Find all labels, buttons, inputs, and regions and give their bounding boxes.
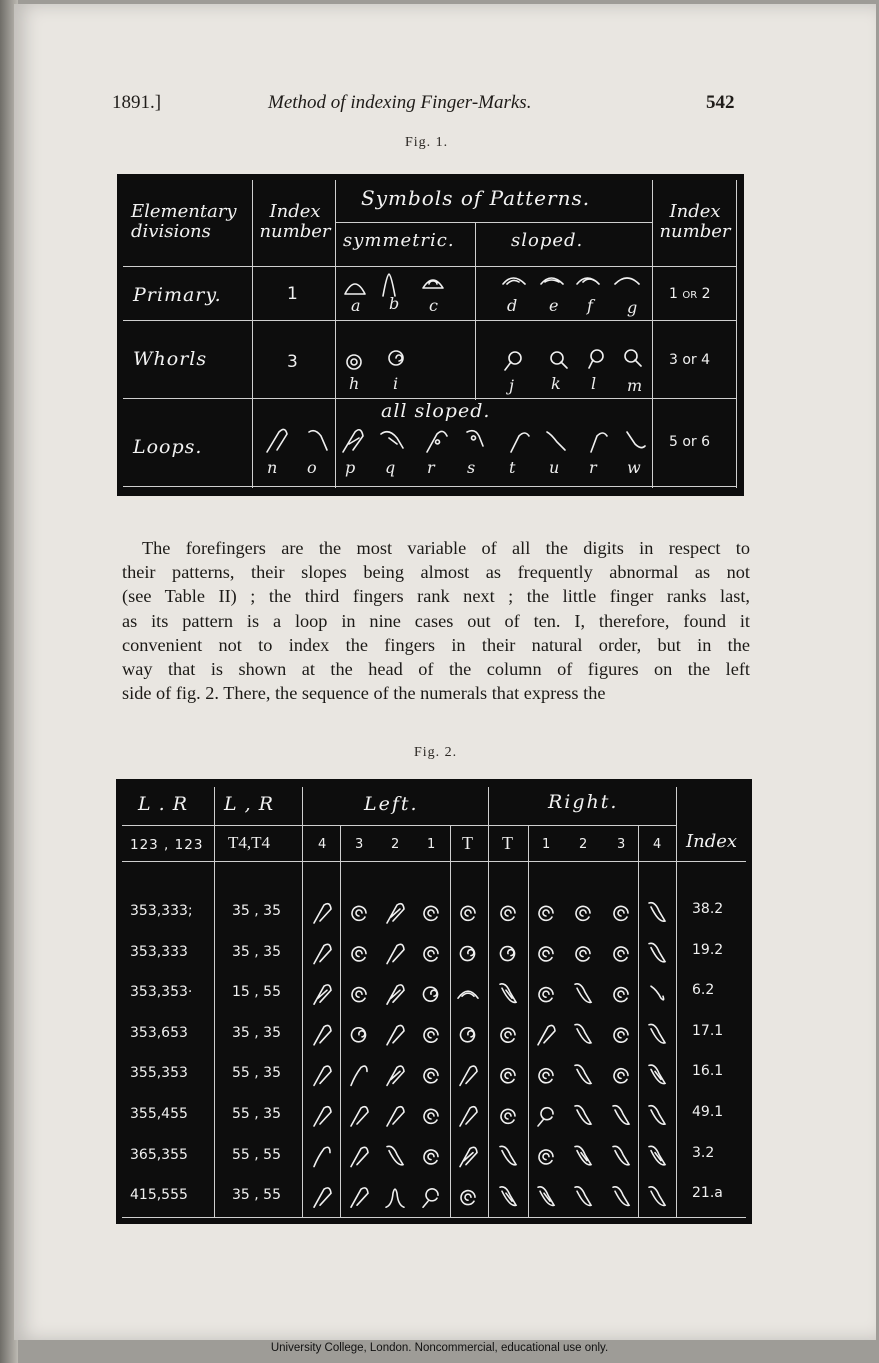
row-loops-label: Loops. <box>133 436 203 458</box>
pattern-loop-r-icon <box>351 1188 368 1207</box>
pattern-whorl-icon <box>614 906 628 920</box>
col-index-right: Index number <box>659 201 731 242</box>
pattern-loop-r-icon <box>314 1025 331 1044</box>
right-finger-3: 3 <box>617 837 626 852</box>
left-finger-0: 4 <box>318 837 327 852</box>
pattern-whorl2-icon <box>352 1028 366 1042</box>
pattern-whorl-icon <box>614 1028 628 1042</box>
header-page-number: 542 <box>706 92 735 113</box>
pattern-whorl-icon <box>424 1028 438 1042</box>
col-symbols: Symbols of Patterns. <box>361 186 591 210</box>
pattern-loop-l-icon <box>649 1024 665 1043</box>
pattern-whorl-icon <box>352 988 366 1002</box>
pattern-loop-r-icon <box>460 1107 477 1126</box>
row-lr-7: 415,555 <box>130 1187 188 1204</box>
row-index-5: 49.1 <box>692 1104 724 1120</box>
fig2-h2: L , R <box>224 793 275 815</box>
pattern-whorl-icon <box>539 1069 553 1083</box>
credit-line: University College, London. Noncommercial, educational use only. <box>270 1342 609 1354</box>
pattern-loop-b-icon <box>387 1066 404 1085</box>
pattern-lens-icon <box>423 1189 438 1207</box>
fig2-sub2: T4,T4 <box>228 833 271 852</box>
right-finger-1: 1 <box>542 837 551 852</box>
row-lr-2: 353,353· <box>130 984 193 1001</box>
body-paragraph: The forefingers are the most variable of all the digits in respect to their patterns, their slopes being almost as frequently abnormal as not (see Table II) ; the third fingers rank next ; the little finger ranks last, as its pattern is a loop in nine cases out of ten. I, therefore, found it convenient not to index the fingers in their natural order, but in the way that is shown at the head of the column of figures on the left side of fig. 2. There, the sequence of the numerals that express the <box>122 538 750 704</box>
pattern-hook-r-icon <box>351 1066 367 1085</box>
pattern-loop-l-icon <box>575 1187 591 1206</box>
pattern-loop-r-icon <box>314 944 331 963</box>
row-whorls-index: 3 <box>287 352 298 372</box>
pattern-loop-r-icon <box>387 944 404 963</box>
pattern-loop-r-icon <box>314 1188 331 1207</box>
row-lr-5: 355,455 <box>130 1106 188 1122</box>
pattern-loop-b-icon <box>387 904 404 923</box>
fig2-h-left: Left. <box>364 793 419 815</box>
pattern-lens-icon <box>538 1108 553 1126</box>
header-title: Method of indexing Finger-Marks. <box>268 92 532 113</box>
pattern-whorl-icon <box>501 1069 515 1083</box>
fig2-sub1: 123 , 123 <box>130 837 204 853</box>
col-symmetric: symmetric. <box>343 230 455 251</box>
col-index: Index number <box>259 201 331 242</box>
pattern-loop-lb-icon <box>649 1146 665 1165</box>
pattern-whorl-icon <box>614 988 628 1002</box>
fig2-caption: Fig. 2. <box>414 745 458 760</box>
pattern-loop-lb-icon <box>649 1065 665 1084</box>
fig2-h1: L . R <box>138 793 189 815</box>
fig1-caption: Fig. 1. <box>405 135 449 150</box>
row-index-3: 17.1 <box>692 1022 724 1039</box>
pattern-loop-l-icon <box>575 984 591 1003</box>
col-elementary: Elementary divisions <box>131 201 237 242</box>
fig2-h-index: Index <box>686 831 738 852</box>
pattern-whorl-icon <box>424 1150 438 1164</box>
row-whorls-right-index: 3 or 4 <box>669 352 711 368</box>
pattern-loop-l-icon <box>613 1106 629 1125</box>
pattern-loop-b-icon <box>460 1147 477 1166</box>
pattern-whorl-icon <box>461 1191 475 1205</box>
pattern-loop-lb-icon <box>538 1187 554 1206</box>
col-sloped: sloped. <box>511 230 584 251</box>
pattern-loop-r-icon <box>314 904 331 923</box>
pattern-hook-icon <box>651 986 664 1000</box>
pattern-whorl-icon <box>539 906 553 920</box>
pattern-loop-r-icon <box>351 1147 368 1166</box>
pattern-whorl-icon <box>352 906 366 920</box>
pattern-loop-l-icon <box>387 1146 403 1165</box>
left-finger-4: T <box>462 833 473 853</box>
pattern-whorl-icon <box>614 947 628 961</box>
primary-sloped-glyphs <box>497 270 649 300</box>
pattern-whorl-icon <box>501 906 515 920</box>
row-lr2-7: 35 , 55 <box>232 1187 281 1204</box>
pattern-whorl-icon <box>539 988 553 1002</box>
row-lr2-0: 35 , 35 <box>232 903 281 919</box>
pattern-whorl2-icon <box>461 947 475 961</box>
row-lr-0: 353,333; <box>130 903 193 919</box>
row-primary-index: 1 <box>287 284 298 304</box>
row-primary-right-index: 1 or 2 <box>669 286 711 302</box>
left-finger-2: 2 <box>391 837 400 852</box>
loops-glyphs <box>257 424 653 460</box>
pattern-hook-r-icon <box>314 1147 330 1166</box>
pattern-whorl-icon <box>424 1069 438 1083</box>
row-lr2-1: 35 , 35 <box>232 943 281 960</box>
pattern-whorl2-icon <box>501 947 515 961</box>
pattern-loop-r-icon <box>351 1107 368 1126</box>
row-lr2-2: 15 , 55 <box>232 984 281 1001</box>
pattern-whorl2-icon <box>461 1028 475 1042</box>
pattern-loop-l-icon <box>649 1187 665 1206</box>
fig2-table <box>116 779 752 1224</box>
row-index-4: 16.1 <box>692 1063 724 1080</box>
pattern-whorl-icon <box>424 947 438 961</box>
row-index-1: 19.2 <box>692 941 724 958</box>
pattern-whorl-icon <box>501 1109 515 1123</box>
pattern-loop-l-icon <box>649 1106 665 1125</box>
pattern-whorl-icon <box>576 906 590 920</box>
pattern-tent-icon <box>386 1189 404 1207</box>
header-year: 1891.] <box>112 92 162 113</box>
whorls-symmetric-glyphs <box>339 344 473 374</box>
whorls-sloped-glyphs <box>497 344 649 374</box>
right-finger-4: 4 <box>653 837 662 852</box>
pattern-loop-l-icon <box>575 1106 591 1125</box>
pattern-whorl-icon <box>424 906 438 920</box>
row-lr-6: 365,355 <box>130 1146 188 1163</box>
pattern-loop-lb-icon <box>500 1187 516 1206</box>
right-finger-2: 2 <box>579 837 588 852</box>
row-index-6: 3.2 <box>692 1144 715 1161</box>
pattern-loop-l-icon <box>500 1146 516 1165</box>
row-loops-right-index: 5 or 6 <box>669 434 711 450</box>
loops-all-sloped: all sloped. <box>381 400 491 422</box>
row-lr2-5: 55 , 35 <box>232 1106 281 1122</box>
pattern-loop-l-icon <box>649 903 665 922</box>
row-lr2-4: 55 , 35 <box>232 1065 281 1082</box>
pattern-loop-lb-icon <box>575 1146 591 1165</box>
pattern-whorl-icon <box>614 1069 628 1083</box>
pattern-loop-l-icon <box>575 1065 591 1084</box>
row-lr2-3: 35 , 35 <box>232 1024 281 1041</box>
pattern-loop-lb-icon <box>500 984 516 1003</box>
pattern-loop-b-icon <box>314 985 331 1004</box>
row-primary-label: Primary. <box>133 284 222 306</box>
pattern-loop-r-icon <box>460 1066 477 1085</box>
pattern-loop-l-icon <box>613 1187 629 1206</box>
pattern-whorl-icon <box>539 1150 553 1164</box>
row-lr-1: 353,333 <box>130 943 188 960</box>
running-header <box>0 92 879 122</box>
row-lr2-6: 55 , 55 <box>232 1146 281 1163</box>
left-finger-1: 3 <box>355 837 364 852</box>
pattern-arch-icon <box>458 991 478 998</box>
pattern-whorl-icon <box>352 947 366 961</box>
pattern-loop-r-icon <box>387 1025 404 1044</box>
pattern-loop-r-icon <box>314 1066 331 1085</box>
pattern-whorl-icon <box>576 947 590 961</box>
pattern-loop-l-icon <box>613 1146 629 1165</box>
pattern-loop-r-icon <box>314 1107 331 1126</box>
row-index-0: 38.2 <box>692 901 724 917</box>
pattern-loop-l-icon <box>575 1024 591 1043</box>
row-index-7: 21.a <box>692 1185 723 1202</box>
pattern-loop-b-icon <box>387 985 404 1004</box>
pattern-loop-r-icon <box>538 1025 555 1044</box>
row-lr-3: 353,653 <box>130 1024 188 1041</box>
pattern-loop-r-icon <box>387 1107 404 1126</box>
pattern-whorl2-icon <box>424 987 438 1001</box>
pattern-whorl-icon <box>539 947 553 961</box>
row-lr-4: 355,353 <box>130 1065 188 1082</box>
row-index-2: 6.2 <box>692 982 715 999</box>
pattern-whorl-icon <box>461 906 475 920</box>
fig2-h-right: Right. <box>548 791 619 813</box>
row-whorls-label: Whorls <box>133 348 208 370</box>
pattern-loop-l-icon <box>649 943 665 962</box>
right-finger-0: T <box>502 833 513 853</box>
pattern-whorl-icon <box>424 1109 438 1123</box>
fig1-table: Elementary divisions Index number Symbols of Patterns. symmetric. sloped. Index number Primary. 1 a b c d e f g 1 or 2 Whorls 3 h i j k l m 3 or 4 all sloped. Loops. n o p q r s t u r w 5 or 6 <box>117 174 744 496</box>
left-finger-3: 1 <box>427 837 436 852</box>
pattern-whorl-icon <box>501 1028 515 1042</box>
